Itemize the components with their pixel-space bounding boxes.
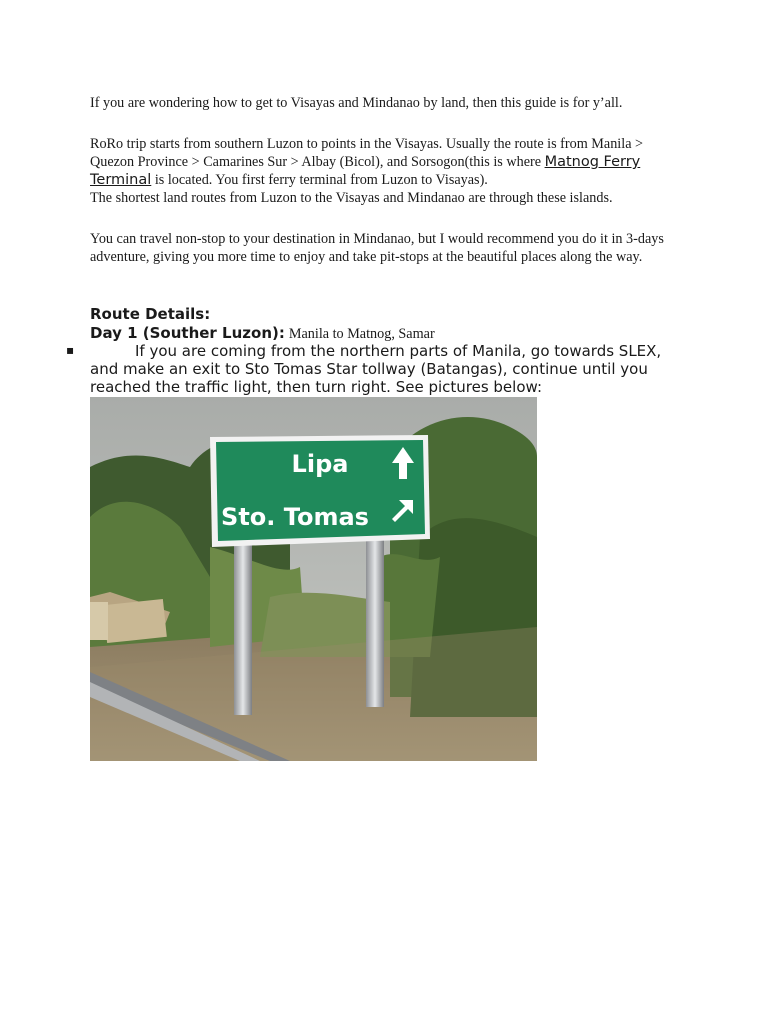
route-details-heading: Route Details: <box>90 305 211 323</box>
day1-label: Day 1 (Souther Luzon): <box>90 324 285 342</box>
roro-paragraph <box>90 135 686 207</box>
travel-tip-paragraph: You can travel non-stop to your destination in Mindanao, but I would recommend you do it in 3-days adventure, giving you more time to enjoy and take pit-stops at the beautiful places along the way. <box>90 231 664 265</box>
bullet-marker: ▪ <box>66 343 75 357</box>
sign-lipa: Lipa <box>291 450 349 478</box>
day1-line <box>90 324 435 343</box>
matnog-ferry-terminal-link[interactable]: Matnog Ferry Terminal <box>90 154 641 188</box>
roro-second-line: The shortest land routes from Luzon to the Visayas and Mindanao are through these islands. <box>90 190 613 206</box>
road-sign-photo <box>90 397 537 761</box>
intro-paragraph: If you are wondering how to get to Visayas and Mindanao by land, then this guide is for y’all. <box>90 95 623 111</box>
roro-text-after-link: is located. You first ferry terminal from Luzon to Visayas). <box>151 172 488 188</box>
bullet-text: If you are coming from the northern parts of Manila, go towards SLEX, and make an exit to Sto Tomas Star tollway (Batangas), continue until you reached the traffic light, then turn right. See pictures below: <box>90 342 662 396</box>
sign-sto-tomas: Sto. Tomas <box>221 503 369 531</box>
day1-route: Manila to Matnog, Samar <box>288 326 435 342</box>
roro-text-before-link: RoRo trip starts from southern Luzon to points in the Visayas. Usually the route is from Manila > Quezon Province > Camarines Sur > Albay (Bicol), and Sorsogon(this is where <box>90 136 644 170</box>
